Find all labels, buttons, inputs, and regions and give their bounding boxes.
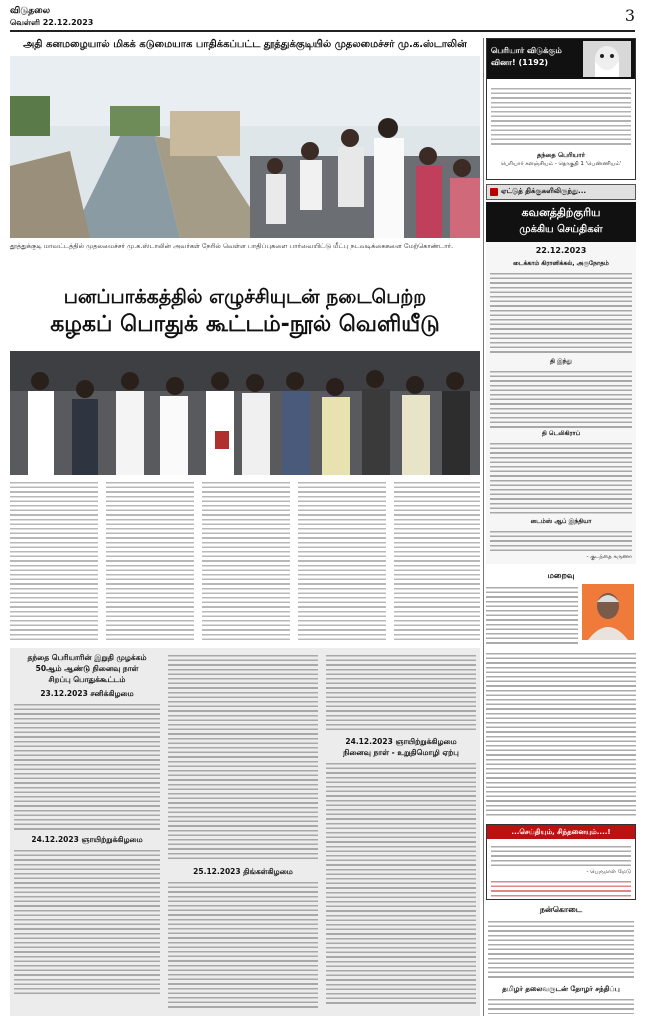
periyar-title-bar — [487, 39, 635, 79]
date-line: வெள்ளி 22.12.2023 — [10, 18, 94, 27]
events-intro-line3: சிறப்பு பொதுக்கூட்டம் — [48, 675, 126, 684]
news-source-1: டைக்காம் கிரானிக்கல், அருநோதம் — [513, 260, 609, 267]
top-caption: தூத்துக்குடி மாவட்டத்தில் முதலமைச்சர் மு.க.ஸ்டாலின் அவர்கள் நேரில் வெள்ள பாதிப்புகளை பார்வையிட்டு மீட்பு நடவடிக்கைகளை மேற்கொண்டார். — [10, 242, 454, 250]
events-intro-line1: தந்தை பெரியாரின் இறுதி முழக்கம் — [27, 653, 147, 662]
events-col-2-text-top — [168, 652, 318, 862]
news-badge — [486, 184, 636, 200]
rally-story — [10, 285, 480, 645]
obituary — [486, 570, 636, 820]
masthead — [10, 6, 635, 32]
periyar-box — [486, 38, 636, 180]
rally-col-3 — [202, 479, 290, 641]
periyar-portrait — [583, 41, 631, 77]
news-source-3: தி டெலிகிராப் — [541, 430, 581, 437]
news-title-line2: முக்கிய செய்திகள் — [519, 224, 603, 235]
events-col-2-text-bottom — [168, 879, 318, 1009]
news-source-3-text — [490, 440, 632, 516]
news-source-4-text — [490, 528, 632, 552]
obituary-text-bottom — [486, 650, 636, 818]
periyar-title: பெரியார் விடுக்கும் வினா! (1192) — [491, 46, 562, 67]
paper-name: விடுதலை — [10, 6, 51, 16]
events-col-3-text-top — [326, 652, 476, 732]
obituary-heading: மறைவு — [547, 571, 575, 580]
obituary-photo-graphic — [582, 584, 634, 640]
news-box — [486, 184, 636, 564]
events-col-1 — [14, 652, 160, 1012]
event-day-2: 24.12.2023 ஞாயிற்றுக்கிழமை — [31, 835, 143, 844]
rally-photo-graphic — [10, 351, 480, 475]
periyar-portrait-graphic — [583, 41, 631, 77]
rally-col-1 — [10, 479, 98, 641]
news-source-2: தி இந்து — [550, 358, 572, 365]
event-day-4: 24.12.2023 ஞாயிற்றுக்கிழமை — [345, 737, 457, 746]
quote-text-2 — [491, 878, 631, 898]
quote-text-1 — [491, 843, 631, 869]
news-title-line1: கவனத்திற்குரிய — [521, 206, 601, 219]
top-story — [10, 38, 480, 283]
subscribe — [486, 984, 636, 1016]
event-day-1-text — [14, 701, 160, 831]
events-box — [10, 648, 480, 1016]
news-title-bar — [486, 202, 636, 242]
obituary-photo — [582, 584, 634, 640]
memorial-heading: நினைவு நாள் - உறுதிமொழி ஏற்பு — [343, 748, 459, 757]
rally-photo — [10, 351, 480, 475]
rally-col-2 — [106, 479, 194, 641]
events-col-2 — [168, 652, 318, 1012]
event-day-2-text — [14, 847, 160, 997]
top-headline: அதி கனமழையால் மிகக் கடுமையாக பாதிக்கப்பட்ட தூத்துக்குடியில் முதலமைச்சர் மு.க.ஸ்டாலின் — [23, 39, 467, 50]
sidebar — [486, 38, 636, 1018]
events-col-3 — [326, 652, 476, 1012]
periyar-author: தந்தை பெரியார் — [537, 151, 585, 159]
rally-col-4 — [298, 479, 386, 641]
events-intro-line2: 50ஆம் ஆண்டு நினைவு நாள் — [35, 664, 139, 673]
news-source-1-text — [490, 270, 632, 356]
news-source-2-text — [490, 368, 632, 428]
rally-headline-line2: கழகப் பொதுக் கூட்டம்-நூல் வெளியீடு — [50, 312, 440, 337]
subscribe-title: தமிழர் தலைவருடன் தோழர் சந்திப்பு — [502, 985, 620, 993]
periyar-source: பெரியார் களஞ்சியம் - தொகுதி 1 'பெண்ணியம்' — [500, 161, 622, 167]
obituary-text-top — [486, 584, 578, 646]
masthead-rule — [10, 30, 635, 32]
quote-box — [486, 824, 636, 900]
donation — [486, 904, 636, 980]
rally-headline-line1: பனப்பாக்கத்தில் எழுச்சியுடன் நடைபெற்ற — [63, 286, 427, 308]
donation-text — [488, 918, 634, 978]
flood-photo — [10, 56, 480, 238]
news-source-4: டைம்ஸ் ஆப் இந்தியா — [530, 518, 592, 525]
donation-heading: நன்கொடை — [539, 905, 583, 914]
news-badge-icon — [490, 188, 498, 196]
rally-article-text — [10, 479, 480, 641]
events-col-3-text-bottom — [326, 760, 476, 1005]
subscribe-text — [488, 996, 634, 1014]
column-divider — [483, 38, 484, 1016]
flood-photo-graphic — [10, 56, 480, 238]
quote-title: ...செய்தியும், சிந்தனையும்....! — [511, 828, 611, 836]
event-day-1: 23.12.2023 சனிக்கிழமை — [40, 689, 134, 698]
page-number: 3 — [624, 6, 635, 25]
quote-byline: - பெருமாள் மேடு — [586, 869, 631, 875]
news-date: 22.12.2023 — [535, 246, 587, 255]
event-day-3: 25.12.2023 திங்கள்கிழமை — [193, 867, 293, 876]
periyar-body — [491, 85, 631, 147]
rally-col-5 — [394, 479, 480, 641]
news-byline: - குடந்தை கருணா — [586, 554, 632, 560]
quote-title-bar — [487, 825, 635, 839]
news-badge-text: ஏட்டுத் திக்குகளிலிருந்து... — [501, 187, 587, 195]
